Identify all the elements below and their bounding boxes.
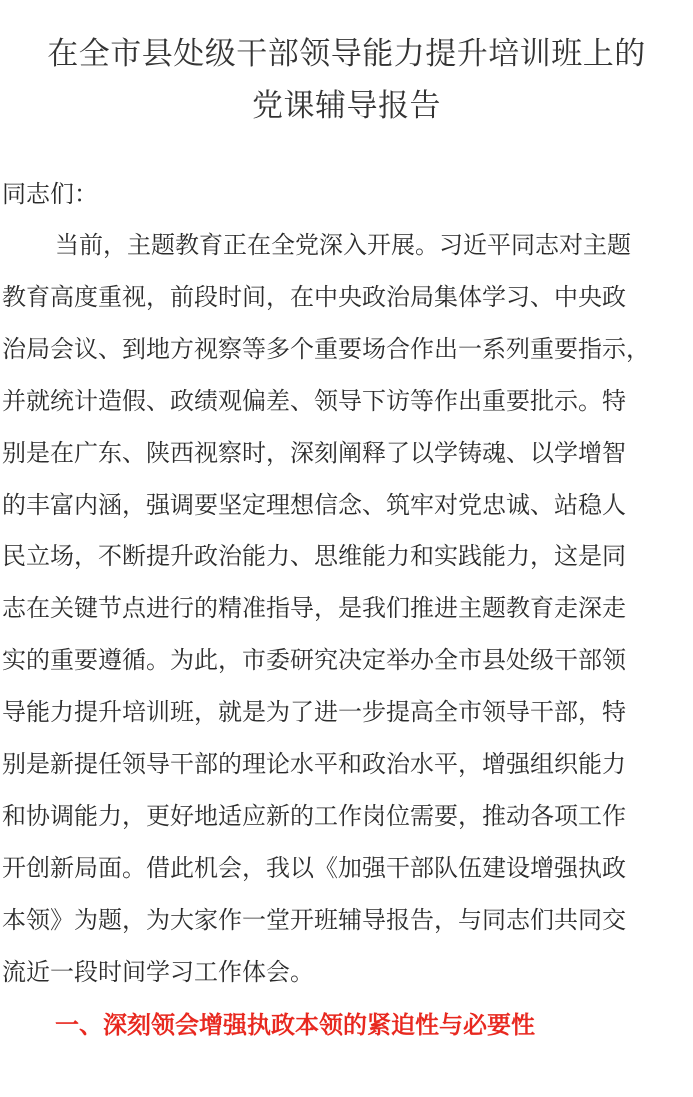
paragraph-line: 开创新局面。借此机会，我以《加强干部队伍建设增强执政 bbox=[2, 853, 626, 882]
body-paragraph bbox=[0, 220, 692, 999]
paragraph-line: 别是在广东、陕西视察时，深刻阐释了以学铸魂、以学增智 bbox=[2, 438, 626, 467]
section-heading: 一、深刻领会增强执政本领的紧迫性与必要性 bbox=[55, 1010, 535, 1039]
title-line-1: 在全市县处级干部领导能力提升培训班上的 bbox=[47, 36, 646, 72]
paragraph-line: 治局会议、到地方视察等多个重要场合作出一系列重要指示， bbox=[2, 334, 650, 363]
paragraph-line: 并就统计造假、政绩观偏差、领导下访等作出重要批示。特 bbox=[2, 386, 626, 415]
paragraph-line: 当前，主题教育正在全党深入开展。习近平同志对主题 bbox=[55, 231, 631, 259]
paragraph-line: 本领》为题，为大家作一堂开班辅导报告，与同志们共同交 bbox=[2, 905, 626, 934]
title-line-2: 党课辅导报告 bbox=[252, 88, 441, 124]
salutation: 同志们： bbox=[2, 180, 98, 208]
paragraph-line: 志在关键节点进行的精准指导，是我们推进主题教育走深走 bbox=[2, 594, 626, 623]
paragraph-line: 民立场，不断提升政治能力、思维能力和实践能力，这是同 bbox=[2, 542, 626, 571]
paragraph-line: 教育高度重视，前段时间，在中央政治局集体学习、中央政 bbox=[2, 282, 626, 311]
paragraph-line: 实的重要遵循。为此，市委研究决定举办全市县处级干部领 bbox=[2, 646, 626, 675]
document-title bbox=[0, 0, 693, 132]
paragraph-line: 和协调能力，更好地适应新的工作岗位需要，推动各项工作 bbox=[2, 801, 626, 830]
paragraph-line: 别是新提任领导干部的理论水平和政治水平，增强组织能力 bbox=[2, 750, 626, 779]
paragraph-line: 流近一段时间学习工作体会。 bbox=[2, 957, 314, 986]
paragraph-line: 的丰富内涵，强调要坚定理想信念、筑牢对党忠诚、站稳人 bbox=[2, 490, 626, 519]
paragraph-line: 导能力提升培训班，就是为了进一步提高全市领导干部，特 bbox=[2, 698, 626, 727]
